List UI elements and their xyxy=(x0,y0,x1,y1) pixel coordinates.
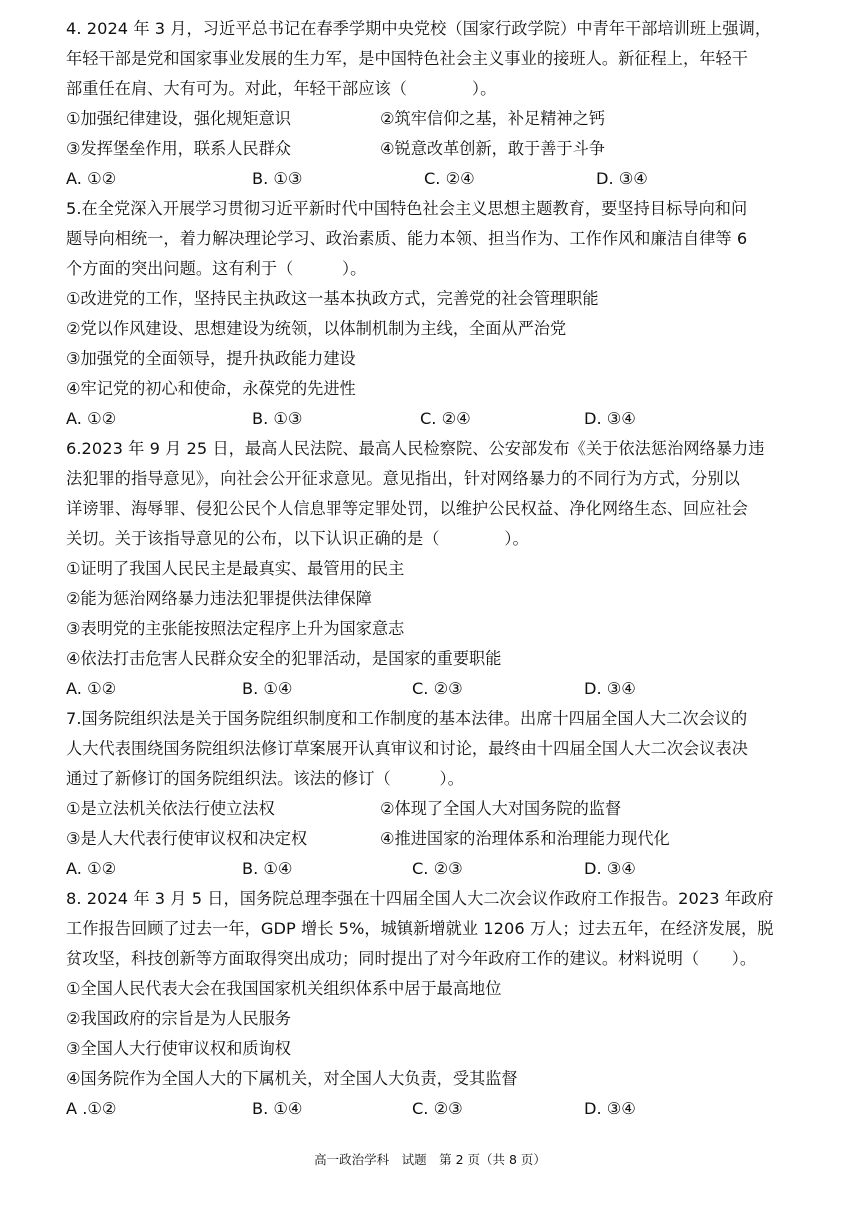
question-6-option-d: D. ③④ xyxy=(584,679,636,698)
question-6-option-c: C. ②③ xyxy=(412,679,463,698)
question-8-option-b: B. ①④ xyxy=(252,1099,303,1118)
question-8-statement-3: ③全国人大行使审议权和质询权 xyxy=(66,1039,291,1058)
question-8-stem-line-3: 贫攻坚，科技创新等方面取得突出成功；同时提出了对今年政府工作的建议。材料说明（ ）。 xyxy=(66,949,757,968)
question-7-option-c: C. ②③ xyxy=(412,859,463,878)
question-4-statement-4: ④锐意改革创新，敢于善于斗争 xyxy=(380,139,605,158)
question-6-stem-line-2: 法犯罪的指导意见》，向社会公开征求意见。意见指出，针对网络暴力的不同行为方式，分别以 xyxy=(66,469,740,488)
question-7-statement-1: ①是立法机关依法行使立法权 xyxy=(66,799,275,818)
question-5-statement-4: ④牢记党的初心和使命，永葆党的先进性 xyxy=(66,379,356,398)
question-8-statement-2: ②我国政府的宗旨是为人民服务 xyxy=(66,1009,291,1028)
question-6-statement-4: ④依法打击危害人民群众安全的犯罪活动，是国家的重要职能 xyxy=(66,649,502,668)
question-6-option-b: B. ①④ xyxy=(242,679,293,698)
question-6-stem-line-1: 6.2023 年 9 月 25 日，最高人民法院、最高人民检察院、公安部发布《关于依法惩治网络暴力违 xyxy=(66,439,765,458)
question-5-option-b: B. ①③ xyxy=(252,409,303,428)
question-4-statement-2: ②筑牢信仰之基，补足精神之钙 xyxy=(380,109,605,128)
question-7-stem-line-3: 通过了新修订的国务院组织法。该法的修订（ ）。 xyxy=(66,769,464,788)
question-4-option-b: B. ①③ xyxy=(252,169,303,188)
question-4-stem-line-2: 年轻干部是党和国家事业发展的生力军，是中国特色社会主义事业的接班人。新征程上，年轻干 xyxy=(66,49,748,68)
question-6-statement-2: ②能为惩治网络暴力违法犯罪提供法律保障 xyxy=(66,589,372,608)
question-4-statement-3: ③发挥堡垒作用，联系人民群众 xyxy=(66,139,291,158)
question-8-option-c: C. ②③ xyxy=(412,1099,463,1118)
question-4-option-c: C. ②④ xyxy=(424,169,475,188)
question-4-option-a: A. ①② xyxy=(66,169,117,188)
question-5-option-a: A. ①② xyxy=(66,409,117,428)
question-5-statement-1: ①改进党的工作，坚持民主执政这一基本执政方式，完善党的社会管理职能 xyxy=(66,289,599,308)
question-7-option-d: D. ③④ xyxy=(584,859,636,878)
question-4-stem-line-3: 部重任在肩、大有可为。对此，年轻干部应该（ ）。 xyxy=(66,79,497,98)
question-5-statement-3: ③加强党的全面领导，提升执政能力建设 xyxy=(66,349,356,368)
question-5-stem-line-1: 5.在全党深入开展学习贯彻习近平新时代中国特色社会主义思想主题教育，要坚持目标导向和问 xyxy=(66,199,748,218)
question-4-option-d: D. ③④ xyxy=(596,169,648,188)
question-7-option-a: A. ①② xyxy=(66,859,117,878)
question-7-stem-line-2: 人大代表围绕国务院组织法修订草案展开认真审议和讨论，最终由十四届全国人大二次会议表决 xyxy=(66,739,748,758)
question-7-option-b: B. ①④ xyxy=(242,859,293,878)
question-8-statement-4: ④国务院作为全国人大的下属机关，对全国人大负责，受其监督 xyxy=(66,1069,518,1088)
question-7-statement-3: ③是人大代表行使审议权和决定权 xyxy=(66,829,308,848)
question-8-statement-1: ①全国人民代表大会在我国国家机关组织体系中居于最高地位 xyxy=(66,979,502,998)
question-7-stem-line-1: 7.国务院组织法是关于国务院组织制度和工作制度的基本法律。出席十四届全国人大二次会议的 xyxy=(66,709,748,728)
question-8-option-a: A .①② xyxy=(66,1099,117,1118)
question-6-statement-3: ③表明党的主张能按照法定程序上升为国家意志 xyxy=(66,619,405,638)
question-6-statement-1: ①证明了我国人民民主是最真实、最管用的民主 xyxy=(66,559,405,578)
question-4-stem-line-1: 4. 2024 年 3 月，习近平总书记在春季学期中央党校（国家行政学院）中青年干部培训班上强调， xyxy=(66,19,772,38)
question-5-statement-2: ②党以作风建设、思想建设为统领，以体制机制为主线，全面从严治党 xyxy=(66,319,567,338)
question-7-statement-2: ②体现了全国人大对国务院的监督 xyxy=(380,799,622,818)
question-8-option-d: D. ③④ xyxy=(584,1099,636,1118)
question-6-option-a: A. ①② xyxy=(66,679,117,698)
question-8-stem-line-1: 8. 2024 年 3 月 5 日，国务院总理李强在十四届全国人大二次会议作政府工作报告。2023 年政府 xyxy=(66,889,774,908)
question-5-option-c: C. ②④ xyxy=(420,409,471,428)
question-6-stem-line-3: 详谤罪、海辱罪、侵犯公民个人信息罪等定罪处罚，以维护公民权益、净化网络生态、回应社会 xyxy=(66,499,748,518)
question-6-stem-line-4: 关切。关于该指导意见的公布，以下认识正确的是（ ）。 xyxy=(66,529,529,548)
question-5-option-d: D. ③④ xyxy=(584,409,636,428)
question-8-stem-line-2: 工作报告回顾了过去一年，GDP 增长 5%，城镇新增就业 1206 万人；过去五年，在经济发展，脱 xyxy=(66,919,774,938)
question-5-stem-line-2: 题导向相统一，着力解决理论学习、政治素质、能力本领、担当作为、工作作风和廉洁自律等 6 xyxy=(66,229,748,248)
question-7-statement-4: ④推进国家的治理体系和治理能力现代化 xyxy=(380,829,670,848)
question-4-statement-1: ①加强纪律建设，强化规矩意识 xyxy=(66,109,291,128)
question-5-stem-line-3: 个方面的突出问题。这有利于（ ）。 xyxy=(66,259,367,278)
page-footer: 高一政治学科 试题 第 2 页（共 8 页） xyxy=(314,1152,546,1167)
